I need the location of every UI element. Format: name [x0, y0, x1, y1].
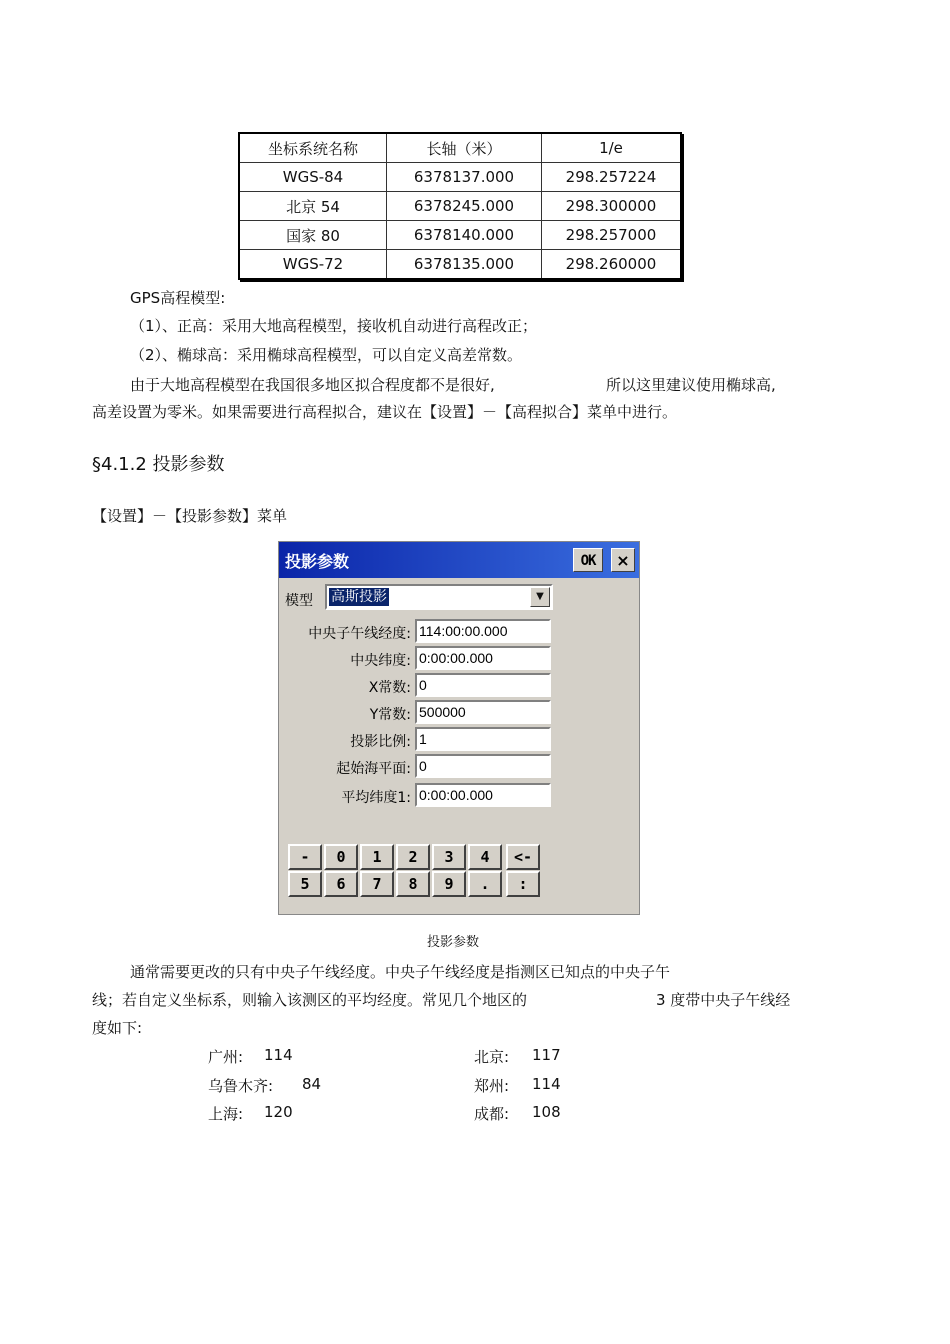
key-0[interactable]: 0	[324, 844, 358, 870]
y-constant-field[interactable]: 500000	[415, 700, 551, 724]
region-value: 114	[264, 1046, 293, 1064]
region-name: 广州:	[208, 1048, 244, 1066]
average-latitude-field[interactable]: 0:00:00.000	[415, 783, 551, 807]
dialog-title: 投影参数	[285, 552, 350, 571]
region-value: 117	[532, 1046, 561, 1064]
projection-dialog	[278, 541, 640, 915]
gps-height-para-2: 高差设置为零米。如果需要进行高程拟合，建议在【设置】－【高程拟合】菜单中进行。	[92, 403, 678, 421]
ellipsoid-table	[238, 132, 682, 280]
central-latitude-label: 中央纬度:	[350, 653, 411, 669]
key-9[interactable]: 9	[432, 871, 466, 897]
table-cell: WGS-72	[239, 250, 387, 280]
key-5[interactable]: 5	[288, 871, 322, 897]
table-header: 坐标系统名称	[239, 133, 387, 163]
y-constant-label: Y常数:	[369, 707, 411, 723]
menu-path: 【设置】－【投影参数】菜单	[92, 507, 288, 525]
key-colon[interactable]: :	[506, 871, 540, 897]
gps-height-item-1: （1）、正高：采用大地高程模型，接收机自动进行高程改正；	[130, 317, 538, 335]
key-6[interactable]: 6	[324, 871, 358, 897]
key-1[interactable]: 1	[360, 844, 394, 870]
table-row	[239, 192, 681, 221]
table-row	[239, 221, 681, 250]
sea-level-field[interactable]: 0	[415, 754, 551, 778]
key-backspace[interactable]: <-	[506, 844, 540, 870]
region-name: 成都:	[474, 1105, 510, 1123]
key-minus[interactable]: -	[288, 844, 322, 870]
ok-button[interactable]: OK	[573, 548, 603, 572]
table-row	[239, 163, 681, 192]
table-header: 1/e	[542, 133, 682, 163]
region-name: 郑州:	[474, 1077, 510, 1095]
central-latitude-field[interactable]: 0:00:00.000	[415, 646, 551, 670]
table-cell: 6378137.000	[387, 163, 542, 192]
sea-level-label: 起始海平面:	[336, 761, 411, 777]
central-meridian-label: 中央子午线经度:	[308, 626, 411, 642]
region-value: 114	[532, 1075, 561, 1093]
gps-height-para-1b: 所以这里建议使用椭球高,	[606, 376, 776, 394]
x-constant-label: X常数:	[368, 680, 411, 696]
table-cell: 298.260000	[542, 250, 682, 280]
key-2[interactable]: 2	[396, 844, 430, 870]
table-cell: 298.257000	[542, 221, 682, 250]
region-value: 84	[302, 1075, 322, 1093]
x-constant-field[interactable]: 0	[415, 673, 551, 697]
model-select[interactable]	[325, 584, 553, 610]
key-4[interactable]: 4	[468, 844, 502, 870]
meridian-para-2a: 线；若自定义坐标系，则输入该测区的平均经度。常见几个地区的	[92, 991, 528, 1009]
figure-caption: 投影参数	[427, 935, 480, 950]
model-selected-value: 高斯投影	[331, 589, 387, 605]
meridian-para-3: 度如下:	[92, 1019, 143, 1037]
table-cell: 6378245.000	[387, 192, 542, 221]
average-latitude-label: 平均纬度1:	[341, 790, 411, 806]
meridian-para-1: 通常需要更改的只有中央子午线经度。中央子午线经度是指测区已知点的中央子午	[130, 963, 671, 981]
chevron-down-icon[interactable]: ▼	[530, 587, 550, 607]
table-cell: 6378135.000	[387, 250, 542, 280]
key-7[interactable]: 7	[360, 871, 394, 897]
gps-height-para-1a: 由于大地高程模型在我国很多地区拟合程度都不是很好,	[130, 376, 495, 394]
central-meridian-field[interactable]: 114:00:00.000	[415, 619, 551, 643]
region-name: 北京:	[474, 1048, 510, 1066]
table-row	[239, 250, 681, 280]
region-name: 乌鲁木齐:	[208, 1077, 274, 1095]
close-button[interactable]: ×	[611, 548, 635, 572]
projection-scale-field[interactable]: 1	[415, 727, 551, 751]
table-cell: 298.300000	[542, 192, 682, 221]
region-name: 上海:	[208, 1105, 244, 1123]
region-value: 108	[532, 1103, 561, 1121]
gps-height-item-2: （2）、椭球高：采用椭球高程模型，可以自定义高差常数。	[130, 346, 523, 364]
table-cell: WGS-84	[239, 163, 387, 192]
table-header-row	[239, 133, 681, 163]
meridian-para-2b: 3 度带中央子午线经	[656, 991, 791, 1009]
key-3[interactable]: 3	[432, 844, 466, 870]
dialog-titlebar	[279, 542, 639, 578]
table-cell: 6378140.000	[387, 221, 542, 250]
model-label: 模型	[285, 593, 313, 609]
section-heading: §4.1.2 投影参数	[92, 454, 225, 475]
table-header: 长轴（米）	[387, 133, 542, 163]
region-value: 120	[264, 1103, 293, 1121]
key-dot[interactable]: .	[468, 871, 502, 897]
table-cell: 298.257224	[542, 163, 682, 192]
table-cell: 北京 54	[239, 192, 387, 221]
gps-height-title: GPS高程模型:	[130, 289, 226, 307]
projection-scale-label: 投影比例:	[350, 734, 411, 750]
table-cell: 国家 80	[239, 221, 387, 250]
key-8[interactable]: 8	[396, 871, 430, 897]
